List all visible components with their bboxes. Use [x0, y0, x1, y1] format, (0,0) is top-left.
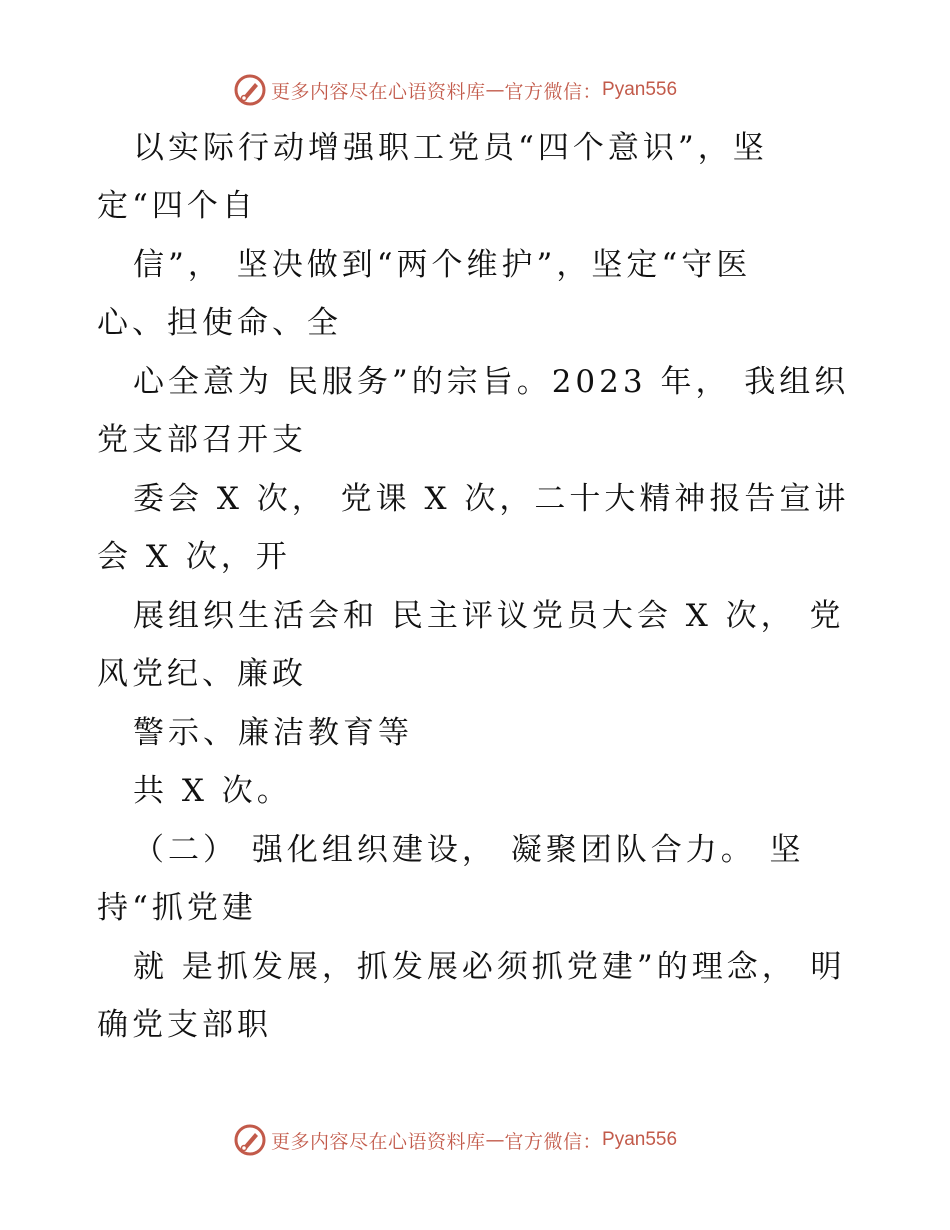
body-line: 定“四个自 — [97, 188, 257, 224]
pen-logo-icon — [233, 1123, 267, 1157]
body-line: 心全意为 民服务”的宗旨。2023 年， 我组织 — [133, 364, 850, 400]
body-line: 信”， 坚决做到“两个维护”，坚定“守医 — [133, 247, 752, 283]
body-line: 会 X 次，开 — [97, 539, 291, 575]
section-heading-line: （二） 强化组织建设， 凝聚团队合力。 坚 — [133, 832, 805, 868]
body-line: 确党支部职 — [97, 1007, 272, 1043]
body-line: 警示、廉洁教育等 — [133, 715, 413, 751]
body-line: 心、担使命、全 — [97, 305, 342, 341]
body-line: 委会 X 次， 党课 X 次，二十大精神报告宣讲 — [133, 481, 850, 517]
body-line: 就 是抓发展，抓发展必须抓党建”的理念， 明 — [133, 949, 846, 985]
watermark-wechat-id: Pyan556 — [602, 1129, 678, 1150]
watermark-separator: — — [485, 1129, 505, 1151]
body-line: 共 X 次。 — [133, 773, 292, 809]
header-watermark — [233, 72, 677, 108]
pen-logo-icon — [233, 73, 267, 107]
watermark-wechat-label: 官方微信： — [504, 80, 603, 103]
watermark-text: 更多内容尽在心语资料库 — [271, 1130, 486, 1153]
body-line: 党支部召开支 — [97, 422, 307, 458]
body-line: 风党纪、廉政 — [97, 656, 307, 692]
body-line: 持“抓党建 — [97, 890, 257, 926]
body-line: 以实际行动增强职工党员“四个意识”，坚 — [133, 130, 768, 166]
watermark-wechat-id: Pyan556 — [602, 79, 678, 100]
watermark-separator: — — [485, 79, 505, 101]
watermark-wechat-label: 官方微信： — [504, 1130, 603, 1153]
body-line: 展组织生活会和 民主评议党员大会 X 次， 党 — [133, 598, 845, 634]
footer-watermark — [233, 1122, 677, 1158]
watermark-text: 更多内容尽在心语资料库 — [271, 80, 486, 103]
